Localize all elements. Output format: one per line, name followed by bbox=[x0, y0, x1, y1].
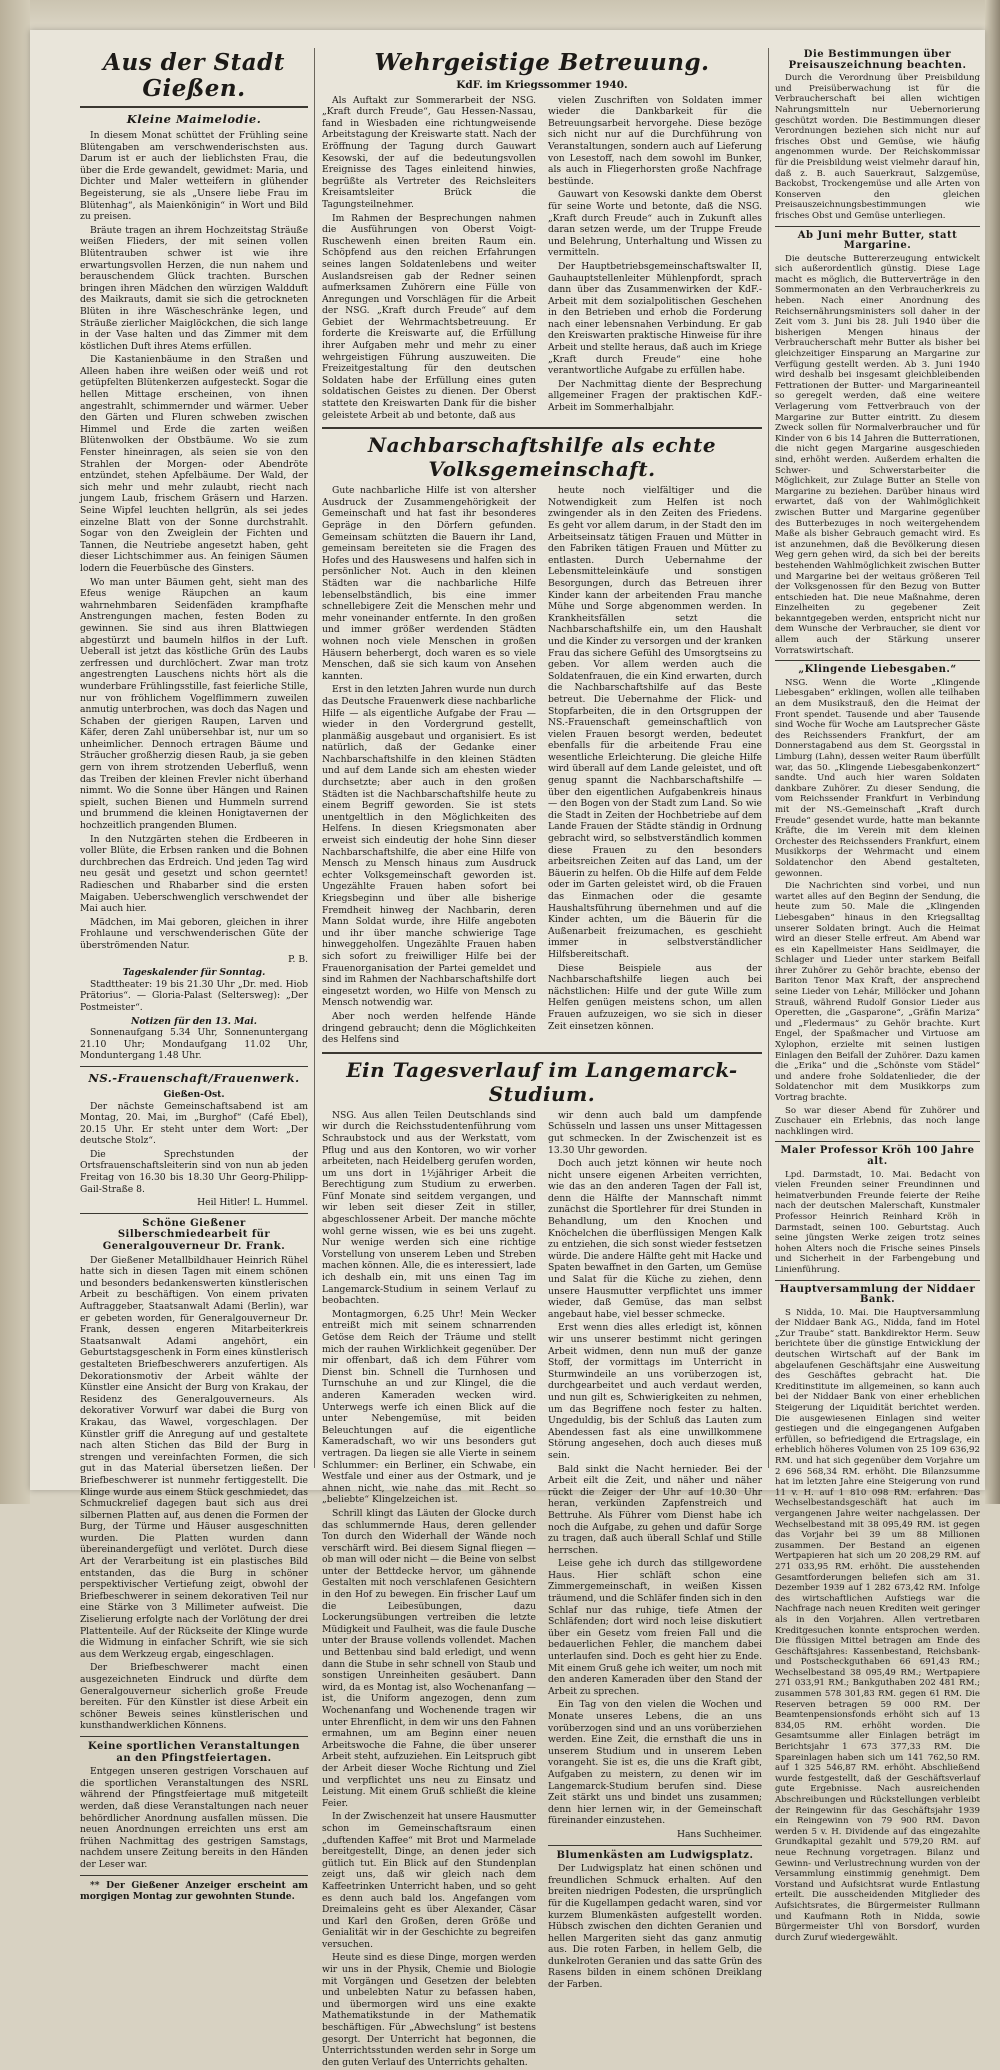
newspaper-page bbox=[30, 30, 985, 2068]
wehr-subtitle: KdF. im Kriegssommer 1940. bbox=[456, 79, 628, 91]
nachbar-right-p1: heute noch vielfältiger und die Notwendigkeit zum Helfen ist noch zwingender als in den Zeiten des Friedens. Es geht vor allem darum, in der Stadt den im Arbeitseinsatz tätigen Frauen und Mütter in den Fabriken tätigen Frauen und Mütter zu entlasten. Durch Uebernahme der Lebensmitteleinkäufe und sonstigen Besorgungen, durch das Betreuen ihrer Kinder kann der arbeitenden Frau manche Mühe und Sorge abgenommen werden. In Krankheitsfällen setzt die Nachbarschaftshilfe ein, um den Haushalt und die Kinder zu versorgen und der kranken Frau das sichere Gefühl des Umsorgtseins zu geben. Vor allem werden auch die Soldatenfrauen, die ein Kind erwarten, durch die Nachbarschaftshilfe auf das Beste betreut. Die Uebernahme der Flick- und Stopfarbeiten, die in den Ortsgruppen der NS.-Frauenschaft gemeinschaftlich von vielen Frauen besorgt werden, bedeutet ebenfalls für die arbeitende Frau eine wesentliche Erleichterung. Die gleiche Hilfe wird überall auf dem Lande geleistet, und oft genug spannt die Nachbarschaftshilfe — über den eigentlichen Aufgabenkreis hinaus — den Bogen von der Stadt zum Land. So wie die Stadt in Zeiten der Hochbetriebe auf dem Lande Frauen der Städte ständig in Ordnung gebracht wird, so selbstverständlich kommen diese Frauen zu den besonders arbeitsreichen Zeiten auf das Land, um der Bäuerin zu helfen. Ob die Hilfe auf dem Felde oder im Garten geleistet wird, ob die Frauen das Einmachen oder die gesamte Haushaltsführung übernehmen und auf die Kinder achten, um die Bäuerin für die Außenarbeit freizumachen, es geschieht immer in selbstverständlicher Hilfsbereitschaft. bbox=[548, 485, 762, 960]
klingende-title: „Klingende Liebesgaben.“ bbox=[798, 664, 957, 676]
butter-p1: Die deutsche Buttererzeugung entwickelt sich außerordentlich günstig. Diese Lage macht es möglich, die Butterverträge in den Sommermonaten an den Verbraucherkreis zu heben. Nach einer Anordnung des Reichsernährungsministers soll daher in der Zeit vom 3. Juni bis 28. Juli 1940 über die bisherigen Mengen hinaus der Verbraucherschaft mehr Butter als bisher bei gleichzeitiger Einsparung an Margarine zur Verfügung gestellt werden. Ab 3. Juni 1940 wird deshalb bei insgesamt gleichbleibenden Fettrationen der Butter- und Margarineanteil so geregelt werden, daß eine weitere Verlagerung vom Fettverbrauch von der Margarine zur Butter eintritt. Zu diesem Zweck sollen für Normalverbraucher und für Kinder von 6 bis 14 Jahren die Butterrationen, die nicht gegen Margarine ausgeschieden sind, erhöht werden. Außerdem erhalten die Schwer- und Schwerstarbeiter die Möglichkeit, zur Zulage Butter an Stelle von Margarine zu beziehen. Darüber hinaus wird erwartet, daß von der Wahlmöglichkeit zwischen Butter und Margarine gegenüber des Butterbezuges in noch weitergehendem Maße als bisher Gebrauch gemacht wird. Es ist anzunehmen, daß die Bevölkerung diesen Weg gern gehen wird, da sich bei der bereits bestehenden Wahlmöglichkeit zwischen Butter und Margarine bei der weitaus größeren Teil der Volksgenossen für den Bezug von Butter entschieden hat. Die neue Maßnahme, deren Einzelheiten zu gegebener Zeit bekanntgegeben werden, entspricht nicht nur dem Wunsche der Verbraucher, sie dient vor allem auch der Stärkung unserer Vorratswirtschaft. bbox=[775, 253, 980, 656]
divider bbox=[548, 1845, 762, 1846]
nachbar-left-p1: Gute nachbarliche Hilfe ist von altersher Ausdruck der Zusammengehörigkeit der Gemeinschaft und hat fast ihr besonderes Gepräge in den Dörfern gefunden. Gemeinsam schützten die Bauern ihr Land, gemeinsam bereiteten sie die Fragen des Hofes und des Hauswesens und halfen sich in persönlicher Not. Auch in den kleinen Städten war die nachbarliche Hilfe lebenselbständlich, bis eine immer schnellebigere Zeit die Menschen mehr und mehr voneinander entfernte. In den großen und immer größer werdenden Städten wohnen noch viele Menschen in großen Häusern beherbergt, doch waren es so viele Menschen, daß sie sich kaum von Ansehen kannten. bbox=[322, 485, 536, 682]
lange-left-p2: Montagmorgen, 6.25 Uhr! Mein Wecker entreißt mich mit seinem schnarrenden Getöse dem Reich der Träume und stellt mich der rauhen Wirklichkeit gegenüber. Der mir offenbart, daß ich dem Führer vom Dienst bin. Schnell die Turnhosen und Turnschuhe an und zur Klingel, die die anderen Kameraden wecken wird. Unterwegs werfe ich einen Blick auf die unter Nebengemüse, mit beiden Beleuchtungen auf die eigentliche Kameradschaft, wo wir uns besonders gut vertragen. Da liegen sie alle Vierte in seinem Schlummer: ein Berliner, ein Schwabe, ein Westfale und einer aus der Ostmark, und je ahnen nicht, wie nahe das mit Recht so „beliebte“ Klingelzeichen ist. bbox=[322, 1308, 536, 1506]
section-wehrgeistige bbox=[322, 48, 762, 2070]
calendar-title: Tageskalender für Sonntag. bbox=[122, 967, 266, 979]
wehr-body bbox=[322, 95, 762, 424]
city-news-title: Aus der Stadt Gießen. bbox=[103, 49, 285, 102]
lange-right-p4: Bald sinkt die Nacht hernieder. Bei der Arbeit eilt die Zeit, und näher und näher rückt die Zeiger der Uhr auf 10.30 Uhr heran, verkünden Zapfenstreich und Bettruhe. Als Führer vom Dienst habe ich noch die Aufgabe, zu gehen und dafür Sorge zu tragen, daß auch überall Schlaf und Stille herrschen. bbox=[548, 1463, 762, 1556]
maimelodie-p3: Die Kastanienbäume in den Straßen und Alleen haben ihre weißen oder weiß und rot getüpfelten Blütenkerzen aufgesteckt. Sogar die hellen Mittage erscheinen, von ihnen angestrahlt, schimmernder und wärmer. Ueber den Gärten und Fluren schweben zwischen Himmel und Erde die zarten weißen Blütenwolken der Obstbäume. Wo sie zum Fenster hineinragen, als seien sie von den Strahlen der Morgen- oder Abendröte entzündet, stehen Apfelbäume. Der Wald, der sich mehr und mehr zulaubt, riecht nach jungem Laub, frischem Gräsern und Harzen. Seine Wipfel leuchten hellgrün, als sei jedes einzelne Blatt von der Sonne durchstrahlt. Sogar von den Zweiglein der Fichten und Tannen, die Neutriebe angesetzt haben, geht dieser Lichtschimmer aus. An feinigen Säumen lodern die Feuerbüsche des Ginsters. bbox=[80, 354, 308, 574]
silver-title: Schöne Gießener Silberschmiedearbeit für Generalgouverneur Dr. Frank. bbox=[102, 1217, 286, 1253]
lange-left-p1: NSG. Aus allen Teilen Deutschlands sind wir durch die Reichsstudentenführung vom Schraubstock und aus der Werkstatt, vom Pflug und aus den Kontoren, wo wir vorher arbeiteten, nach Heidelberg gerufen worden, um uns dort in 1½jähriger Arbeit die Berechtigung zum Studium zu erwerben. Fünf Monate sind seitdem vergangen, und wir leben seit dieser Zeit in stiller, abgeschlossener Arbeit. Der manche möchte wohl gerne wissen, wie es bei uns zugeht. Nur wenige werden sich eine richtige Vorstellung von unserem Leben und Streben machen können. Alle, die es interessiert, lade ich deshalb ein, mit uns einen Tag im Langemarck-Studium in seinem Verlauf zu beobachten. bbox=[322, 1109, 536, 1307]
wehr-right-p2: Gauwart von Kesowski dankte dem Oberst für seine Worte und betonte, daß die NSG. „Kraft durch Freude“ auch in Zukunft alles daran setzen werde, um der Truppe Freude und Belehrung, Unterhaltung und Wissen zu vermitteln. bbox=[548, 189, 762, 259]
page-top-edge bbox=[0, 0, 1000, 30]
lange-right-p5: Leise gehe ich durch das stillgewordene Haus. Hier schläft schon eine Zimmergemeinschaft, in weißen Kissen träumend, und die Schläfer finden sich in den Schlaf nur das ruhige, tiefe Atmen der Schläfenden; dort wird noch leise diskutiert über ein Gesetz vom freien Fall und die bedauerlichen Fehler, die manchem dabei unterlaufen sind. Doch es geht hier zu Ende. Mit einem Gruß gehe ich weiter, um noch mit den anderen Kameraden über den Stand der Arbeit zu sprechen. bbox=[548, 1558, 762, 1697]
sport-p1: Entgegen unseren gestrigen Vorschauen auf die sportlichen Veranstaltungen des NSRL während der Pfingstfeiertage muß mitgeteilt werden, daß diese Veranstaltungen nach neuer behördlicher Anordnung ausfallen müssen. Die neuen Anordnungen erreichten uns erst am frühen Nachmittag des gestrigen Samstags, nachdem unsere Zeitung bereits in den Händen der Leser war. bbox=[80, 1766, 308, 1870]
column-right bbox=[775, 48, 980, 1945]
notes-title: Notizen für den 13. Mai. bbox=[130, 1015, 257, 1027]
lange-left-p4: In der Zwischenzeit hat unsere Hausmutter schon im Gemeinschaftsraum einen „duftenden Kaffee“ mit Brot und Marmelade bereitgestellt, Dinge, an denen jeder sich gütlich tut. Ein Blick auf den Stundenplan zeigt uns, daß wir gleich nach dem Kaffeetrinken Unterricht haben, und so geht es denn auch bald los. Angefangen vom Dreimaleins geht es über Alexander, Cäsar und Karl den Großen, deren Größe und Genialität wir in der Geschichte zu begreifen versuchen. bbox=[322, 1811, 536, 1950]
lange-left-p3: Schrill klingt das Läuten der Glocke durch das schlummernde Haus, deren gellender Ton durch den Widerhall der Wände noch verschärft wird. Bei diesem Signal fliegen — ob man will oder nicht — die Beine von selbst unter der Bettdecke hervor, um gähnende Gestalten mit noch verschlafenen Gesichtern in den Hof zu bewegen. Ein frischer Lauf um die Leibesübungen, dazu Lockerungsübungen vertreiben die letzte Müdigkeit und Faulheit, was die faule Dusche unter der Brause vollends vollendet. Machen und Bettenbau sind bald erledigt, und wenn dann die Stube in sehr schnell von Staub und sonstigen Unreinheiten gesäubert. Dann wird, da es Montag ist, also Wochenanfang — ist, die Uniform angezogen, denn zum Wochenanfang und Wochenende tragen wir unter Ehrenflicht, in dem wir uns den Fahnen ermahnen, um am Beginn einer neuen Arbeitswoche die Fahne, die über unserer Arbeit steht, aufzuziehen. Ein Leitspruch gibt der Arbeit dieser Woche Richtung und Ziel und verpflichtet uns neu zu Einsatz und Leistung. Mit einem Gruß schließt die kleine Feier. bbox=[322, 1507, 536, 1809]
silver-p1: Der Gießener Metallbildhauer Heinrich Rühel hatte sich in diesen Tagen mit einem schönen und besonders bedankenswerten künstlerischen Arbeit zu beschäftigen. Von einem privaten Auftraggeber, Staatsanwalt Adami (Berlin), war er gebeten worden, für Generalgouverneur Dr. Frank, dessen engeren Mitarbeiterkreis Staatsanwalt Adami angehört, ein Geburtstagsgeschenk in Form eines künstlerisch gestalteten Briefbeschwerers anzufertigen. Als Dekorationsmotiv der Arbeit wählte der Künstler eine Ansicht der Burg von Krakau, der Residenz des Generalgouverneurs. Als dekorativer Vorwurf war dabei die Burg von Krakau, das Wawel, vorgeschlagen. Der Künstler griff die Anregung auf und gestaltete nach alten Stichen das Bild der Burg in strengen und vereinfachten Formen, die sich gut in das Material übersetzen ließen. Der Briefbeschwerer ist nunmehr fertiggestellt. Die Klinge wurde aus einem Stück geschmiedet, das Schmuckrelief dagegen baut sich aus drei silbernen Platten auf, aus denen die Formen der Burg, der Türme und Häuser ausgeschnitten wurden. Die Platten wurden dann übereinandergefügt und verlötet. Durch diese Art der Verarbeitung ist ein plastisches Bild entstanden, das die Burg in schöner perspektivischer Vertiefung zeigt, obwohl der Briefbeschwerer in seinem dekorativen Teil nur eine Stärke von 3 Millimeter aufweist. Die Ziselierung erfolgte nach der Vorlötung der drei Plattenteile. Auf der Rückseite der Klinge wurde die Widmung in einfacher Schrift, wie sie sich aus dem Werkzeug ergab, eingeschlagen. bbox=[80, 1254, 308, 1660]
lange-right-p6: Ein Tag von den vielen die Wochen und Monate unseres Lebens, die an uns vorüberzogen sind und an uns vorüberziehen werden. Eine Zeit, die ernsthaft die uns in unserem Studium und in unserem Leben vorangeht. Sie ist es, die uns die Kraft gibt, Aufgaben zu meistern, zu denen wir im Langemarck-Studium berufen sind. Diese Zeit stärkt uns und bindet uns zusammen; denn hier lernen wir, in der Gemeinschaft füreinander einzustehen. bbox=[548, 1699, 762, 1827]
frauenschaft-title: NS.-Frauenschaft/Frauenwerk. bbox=[88, 1070, 300, 1085]
nachbar-body bbox=[322, 485, 762, 1048]
lange-right-p2: Doch auch jetzt können wir heute noch nicht unsere eigenen Arbeiten verrichten, wie das an den anderen Tagen der Fall ist, denn die Hälfte der Mannschaft nimmt zunächst die Sportlehrer für drei Stunden in Behandlung, um den Knochen und Knöchelchen die überflüssigen Mengen Kalk zu entziehen, die sich sonst wieder festsetzen würde. Die andere Hälfte geht mit Hacke und Spaten bewaffnet in den Garten, um Gemüse und Salat für die Küche zu ziehen, denn unsere Hausmutter verpflichtet uns immer wieder, daß Gemüse, das man selbst angebaut habe, viel besser schmecke. bbox=[548, 1158, 762, 1320]
wehr-left-p2: Im Rahmen der Besprechungen nahmen die Ausführungen von Oberst Voigt-Ruschewenh einen breiten Raum ein. Schöpfend aus den reichen Erfahrungen seines langen Soldatenlebens und weiter Auslandsreisen gab der Redner seinen aufmerksamen Zuhörern eine Fülle von Anregungen und Vorschlägen für die Arbeit der NSG. „Kraft durch Freude“ auf dem Gebiet der Wehrmachtsbetreuung. Er forderte die Kreiswarte auf, die Erfüllung ihrer Aufgaben mehr und mehr zu einer wehrgeistigen Führung auszuweiten. Die Freizeitgestaltung für den deutschen Soldaten habe der Erfüllung eines guten soldatischen Geistes zu dienen. Der Oberst stattete den Kreiswarten Dank für die bisher geleistete Arbeit ab und betonte, daß aus bbox=[322, 212, 536, 421]
klingende-p3: So war dieser Abend für Zuhörer und Zuschauer ein Erlebnis, das noch lange nachklingen wird. bbox=[775, 1105, 980, 1137]
column-rule bbox=[314, 48, 315, 1468]
nachbar-right-p2: Diese Beispiele aus der Nachbarschaftshilfe liegen auch bei nächstlichen: Hilfe und der gute Wille zum Helfen genügen meistens schon, um allen Frauen aufzuzeigen, wo sie sich in dieser Zeit einsetzen können. bbox=[548, 962, 762, 1032]
divider bbox=[80, 1736, 308, 1737]
maimelodie-p2: Bräute tragen an ihrem Hochzeitstag Sträuße weißen Flieders, der mit seinen vollen Blütentrauben schwer ist wie ihre erwartungsvollen Herzen, die nun nahem und berauschendem Glück trachten. Burschen bringen ihren Mädchen den würzigen Waldduft des Maikrauts, damit sie sich die getrockneten Blüten in ihre Wäscheschränke legen, und Sträuße zierlicher Maiglöckchen, die sich lange in der Vase halten und das Zimmer mit dem köstlichen Duft ihres Atems erfüllen. bbox=[80, 224, 308, 352]
divider bbox=[80, 1875, 308, 1876]
wehr-title: Wehrgeistige Betreuung. bbox=[374, 49, 710, 76]
wehr-left-p1: Als Auftakt zur Sommerarbeit der NSG. „Kraft durch Freude“, Gau Hessen-Nassau, fand in Wiesbaden eine richtungweisende Arbeitstagung der Kreiswarte statt. Nach der Eröffnung der Tagung durch Gauwart Kesowski, der auf die bedeutungsvollen Ereignisse des Tages einleitend hinwies, begrüßte als Vertreter des Reichsleiters Kreisamtsleiter Brück die Tagungsteilnehmer. bbox=[322, 94, 536, 210]
wehr-right-p4: Der Nachmittag diente der Besprechung allgemeiner Fragen der praktischen KdF.-Arbeit im Sommerhalbjahr. bbox=[548, 378, 762, 414]
divider bbox=[775, 226, 980, 227]
lange-right-p1: wir denn auch bald um dampfende Schüsseln und lassen uns unser Mittagessen gut schmecken. In der Zwischenzeit ist es 13.30 Uhr geworden. bbox=[548, 1109, 762, 1156]
maimelodie-title: Kleine Maimelodie. bbox=[126, 112, 262, 126]
maimelodie-p1: In diesem Monat schüttet der Frühling seine Blütengaben am verschwenderischsten aus. Darum ist er auch der lieblichsten Frau, die über die Erde gewandelt, gewidmet: Maria, und Dichter und Maler wetteifern in glühender Begeisterung, sie als „Unsere liebe Frau im Blütenhag“, als Maienkönigin“ in Wort und Bild zu preisen. bbox=[80, 130, 308, 223]
maler-title: Maler Professor Kröh 100 Jahre alt. bbox=[780, 1145, 975, 1167]
haupt-p1: S Nidda, 10. Mai. Die Hauptversammlung der Niddaer Bank AG., Nidda, fand im Hotel „Zur Traube“ statt. Bankdirektor Herm. Seuw berichtete über die günstige Entwicklung der deutschen Wirtschaft auf der Bank im abgelaufenen Geschäftsjahr eine Ausweitung des Geschäftes gebracht hat. Die Kreditinstitute im allgemeinen, so kann auch bei der Niddaer Bank von einer erheblichen Steigerung der Liquidität berichtet werden. Die ausgewiesenen Einlagen sind weiter gestiegen und die eingegangenen Aufgaben erfüllen, so befriedigend die Ertragslage, ein erheblich höheres Volumen von 25 109 636,92 RM. und hat sich gegenüber dem Vorjahre um 2 696 568,34 RM. erhöht. Die Bilanzsumme hat im letzten Jahre eine Steigerung von rund 11 v. H. auf 1 810 098 RM. erfahren. Das Wechselbestandsgeschäft hat auch im vergangenen Jahre weiter nachgelassen. Der Wechselbestand mit 38 095,49 RM. ist gegen das Vorjahr bei 39 um 88 Millionen zusammen. Der Bestand an eigenen Wertpapieren hat sich um 20 208,29 RM. auf 271 033,95 RM. erhöht. Die ausstehenden Gesamtforderungen beliefen sich am 31. Dezember 1939 auf 1 282 673,42 RM. Infolge des wirtschaftlichen Aufstiegs war die Nachfrage nach neuen Krediten weit geringer als in den Vorjahren. Allen vertretbaren Kreditgesuchen konnte entsprochen werden. Die flüssigen Mittel betragen am Ende des Geschäftsjahres: Kassenbestand, Reichsbank- und Postscheckguthaben 66 691,43 RM.; Wechselbestand 38 095,49 RM.; Wertpapiere 271 033,91 RM.; Bankguthaben 202 481 RM.; zusammen 578 301,83 RM. gegen 61 RM. Die Reserven betragen 59 000 RM. Der Beamtenpensionsfonds erhöht sich auf 13 834,05 RM. erhöht worden. Die Gesamtsumme aller Einlagen beträgt im Berichtsjahr 1 673 377,33 RM. Die Spareinlagen haben sich um 141 762,50 RM. auf 1 325 546,87 RM. erhöht. Abschließend wurde festgestellt, daß der Geschäftsverlauf gute Ergebnisse. Nach ausreichenden Abschreibungen und Rückstellungen verbleibt der Reingewinn für das Geschäftsjahr 1939 ein Reingewinn von 79 900 RM. Davon werden 5 v. H. Dividende auf das eingezahlte Grundkapital gezahlt und 579,20 RM. auf neue Rechnung vorgetragen. Bilanz und Gewinn- und Verlustrechnung wurden von der Versammlung einstimmig genehmigt. Dem Vorstand und Aufsichtsrat wurde Entlastung erteilt. Die ausscheidenden Mitglieder des Aufsichtsrates, die Bürgermeister Rullmann und Kaufmann Roth in Nidda, sowie Bürgermeister Uhl von Borsdorf, wurden durch Zuruf wiedergewählt. bbox=[775, 1307, 980, 1943]
column-rule bbox=[768, 48, 769, 1468]
langemarck-title: Ein Tagesverlauf im Langemarck-Studium. bbox=[346, 1057, 738, 1106]
divider bbox=[775, 1280, 980, 1281]
footer-note: ** Der Gießener Anzeiger erscheint am morgigen Montag zur gewohnten Stunde. bbox=[80, 1879, 308, 1903]
maimelodie-p4: Wo man unter Bäumen geht, sieht man des Efeus wenige Räupchen an kaum wahrnehmbaren Seidenfäden krampfhafte Anstrengungen machen, festen Boden zu gewinnen. Sie sind aus ihren Blattwiegen abgestürzt und baumeln hilflos in der Luft. Ueberall ist jetzt das köstliche Grün des Laubs zerfressen und durchlöchert. Zwar man trotz angestrengten Lauschens nichts hört als die wunderbare Frühlingsstille, fast feierliche Stille, nur von fröhlichem Vogelflimmern zuweilen anmutig unterbrochen, was doch das Nagen und Schaben der gierigen Raupen, Larven und Käfer, deren Zahl unübersehbar ist, nur um so unheimlicher. Dennoch ertragen Bäume und Sträucher großherzig diesen Raub, ja sie geben gern von ihrem strotzenden Ueberfluß, wenn das Treiben der kleinen Frevler nicht überhand nimmt. Wo die Sonne über Hängen und Rainen spielt, suchen Bienen und Hummeln surrend und brummend die kleinen Honigtavernen der hochzeitlich prangenden Blumen. bbox=[80, 576, 308, 832]
nachbar-left-p3: Aber noch werden helfende Hände dringend gebraucht; denn die Möglichkeiten des Helfens sind bbox=[322, 1010, 536, 1046]
blumen-title: Blumenkästen am Ludwigsplatz. bbox=[556, 1849, 754, 1861]
divider bbox=[322, 1052, 762, 1054]
lange-left-p5: Heute sind es diese Dinge, morgen werden wir uns in der Physik, Chemie und Biologie mit Vorgängen und Gesetzen der belebten und unbelebten Natur zu befassen haben, und übermorgen wird uns eine exakte Mathematikstunde in der Mathematik beschäftigen. Für „Abwechslung“ ist bestens gesorgt. Der Unterricht hat begonnen, die Unterrichtsstunden werden sehr in Sorge um den guten Verlauf des Unterrichts gehalten. bbox=[322, 1952, 536, 2068]
frauenschaft-signature: Heil Hitler! L. Hummel. bbox=[197, 1197, 308, 1209]
langemarck-body bbox=[322, 1110, 762, 2070]
wehr-right-p1: vielen Zuschriften von Soldaten immer wieder die Dankbarkeit für die Betreuungsarbeit hervorgehe. Diese bezöge sich nicht nur auf die Durchführung von Veranstaltungen, sondern auch auf Lieferung von Lesestoff, nach dem sowohl im Bunker, als auch in Fliegerhorsten große Nachfrage bestünde. bbox=[548, 94, 762, 187]
nachbar-title: Nachbarschaftshilfe als echte Volksgemeinschaft. bbox=[367, 433, 717, 482]
haupt-title: Hauptversammlung der Niddaer Bank. bbox=[779, 1283, 976, 1306]
frauenschaft-subtitle: Gießen-Ost. bbox=[163, 1088, 225, 1100]
column-city-news bbox=[80, 48, 308, 1905]
maler-p1: Lpd. Darmstadt, 10. Mai. Bedacht von vielen Freunden seiner Freundinnen und heimatverbunden Freunde feierte der Reihe nach der deutschen Malerschaft, Kunstmaler Professor Heinrich Reinhard Kröh in Darmstadt, seinen 100. Geburtstag. Auch seine jüngsten Werke zeigen trotz seines hohen Alters noch die Frische seines Pinsels und Sicherheit in der Farbengebung und Linienführung. bbox=[775, 1169, 980, 1275]
calendar-body: Stadttheater: 19 bis 21.30 Uhr „Dr. med. Hiob Prätorius“. — Gloria-Palast (Seltersweg): „Der Postmeister“. bbox=[80, 978, 308, 1013]
maimelodie-p5: In den Nutzgärten stehen die Erdbeeren in voller Blüte, die Erbsen ranken und die Bohnen durchbrechen das Erdreich. Und jeden Tag wird neu gesät und gesetzt und schon geerntet! Radieschen und Rhabarber sind die ersten Maigaben. Ueberschwenglich verschwendet der Mai auch hier. bbox=[80, 833, 308, 915]
klingende-p1: NSG. Wenn die Worte „Klingende Liebesgaben“ erklingen, wollen alle teilhaben an dem Musikstrauß, den die Heimat der Front spendet. Tausende und aber Tausende sind Woche für Woche am Lautsprecher Gäste des Reichssenders Frankfurt, der am Donnerstagabend aus dem St. Georgsstal in Limburg (Lahn), dessen weiter Raum überfüllt war, das 50. „Klingende Liebesgabenkonzert“ sandte. Und auch hier waren Soldaten dankbare Zuhörer. Zu dieser Sendung, die vom Reichssender Frankfurt in Verbindung mit der NS.-Gemeinschaft „Kraft durch Freude“ gesendet wurde, hatte man bekannte Kräfte, die im Verein mit dem kleinen Orchester des Reichssenders Frankfurt, einem Musikkorps der Wehrmacht und einem Soldatenchor den Abend gestalteten, gewonnen. bbox=[775, 677, 980, 879]
notes-body: Sonnenaufgang 5.34 Uhr, Sonnenuntergang 21.10 Uhr; Mondaufgang 11.02 Uhr, Monduntergang 1.48 Uhr. bbox=[80, 1027, 308, 1062]
lange-right-p3: Erst wenn dies alles erledigt ist, können wir uns unserer bestimmt nicht geringen Arbeit widmen, denn nun muß der ganze Stoff, der vormittags im Unterricht in Sturmwindeile an uns vorüberzogen ist, durchgearbeitet und auch verdaut werden, und nun gilt es, Schwierigkeiten zu nehmen, um das Begriffene noch fester zu halten. Ungeduldig, bis der Schluß das Lauten zum Abendessen fast als eine unwillkommene Störung angesehen, doch auch dieses muß sein. bbox=[548, 1322, 762, 1461]
blumen-p1: Der Ludwigsplatz hat einen schönen und freundlichen Schmuck erhalten. Auf den breiten niedrigen Podesten, die ursprünglich für die Kugellampen gedacht waren, sind vor kurzem Blumenkästen aufgestellt worden. Hübsch zwischen den dichten Geranien und hellen Margeriten sieht das ganz anmutig aus. Die roten Farben, in hellem Gelb, die dunkelroten Geranien und das satte Grün des Rasens bilden in einem schönen Dreiklang der Farben. bbox=[548, 1863, 762, 1991]
divider bbox=[80, 1213, 308, 1214]
maimelodie-signature: P. B. bbox=[288, 953, 308, 965]
divider bbox=[775, 660, 980, 661]
maimelodie-p6: Mädchen, im Mai geboren, gleichen in ihrer Frohlaune und verschwenderischen Güte der überströmenden Natur. bbox=[80, 916, 308, 951]
nachbar-left-p2: Erst in den letzten Jahren wurde nun durch das Deutsche Frauenwerk diese nachbarliche Hilfe — als eigentliche Aufgabe der Frau — wieder in den Vordergrund gestellt, planmäßig ausgebaut und organisiert. Es ist natürlich, daß der Gedanke einer Nachbarschaftshilfe in den kleinen Städten und auf dem Lande sich am ehesten wieder durchsetzte; aber auch in den großen Städten ist die Nachbarschaftshilfe heute zu einem Begriff geworden. Sie ist stets unentgeltlich in den Möglichkeiten des Helfens. In diesen Kriegsmonaten aber erweist sich eindeutig der hohe Sinn dieser Nachbarschaftshilfe, die aber eine Hilfe von Mensch zu Mensch hinaus zum Ausdruck echter Volksgemeinschaft geworden ist. Ungezählte Frauen haben sofort bei Kriegsbeginn und über alle bisherige Fremdheit hinweg der Nachbarin, deren Mann Soldat wurde, ihre Hilfe angeboten und ihr über manche schwierige Tage hinweggeholfen. Ungezählte Frauen haben sich sofort zu freiwilliger Hilfe bei der Frauenorganisation der Partei gemeldet und sind im Rahmen der Nachbarschaftshilfe dort eingesetzt worden, wo Hilfe von Mensch zu Mensch notwendig war. bbox=[322, 684, 536, 1009]
divider bbox=[80, 1066, 308, 1067]
divider bbox=[775, 1141, 980, 1142]
frauenschaft-p1: Der nächste Gemeinschaftsabend ist am Montag, 20. Mai, im „Burghof“ (Café Ebel), 20.15 Uhr. Er steht unter dem Wort: „Der deutsche Stolz“. bbox=[80, 1100, 308, 1147]
sport-title: Keine sportlichen Veranstaltungen an den Pfingstfeiertagen. bbox=[87, 1740, 301, 1764]
butter-title: Ab Juni mehr Butter, statt Margarine. bbox=[797, 229, 958, 252]
preis-title: Die Bestimmungen über Preisauszeichnung beachten. bbox=[788, 49, 967, 71]
page-left-edge bbox=[0, 0, 30, 1504]
lange-signature: Hans Suchheimer. bbox=[676, 1828, 762, 1840]
page-right-edge bbox=[985, 0, 1000, 1504]
klingende-p2: Die Nachrichten sind vorbei, und nun wartet alles auf den Beginn der Sendung, die heute zum 50. Male die „Klingenden Liebesgaben“ hinaus in den Kriegsalltag unserer Soldaten bringt. Auch die Heimat wird an dieser Stelle erfreut. Am Abend war es ein Kapellmeister Hans Seidlmayer, die Schlager und Lieder unter starkem Beifall ihrer Zuhörer zu Gehör brachte, ebenso der Bariton Tenor Max Kraft, der ansprechend seine Lieder von Lehár, Millöcker und Johann Strauß, während Rudolf Gonsior Lieder aus Operetten, die „Gasparone“, „Gräfin Mariza“ und „Fledermaus“ zu Gehör brachte. Kurt Engel, der Spaßmacher und Virtuose am Xylophon, erzielte mit seinen lustigen Einlagen den Beifall der Zuhörer. Dazu kamen die „Erika“ und die „Schönste vom Städel“ und andere frohe Soldatenlieder, die der Soldatenchor mit dem Musikkorps zum Vortrag brachte. bbox=[775, 881, 980, 1103]
divider bbox=[80, 106, 308, 108]
divider bbox=[322, 427, 762, 429]
wehr-right-p3: Der Hauptbetriebsgemeinschaftswalter II, Gauhauptstellenleiter Mühlenpfordt, sprach dann über das Zusammenwirken der KdF.-Arbeit mit dem sozialpolitischen Geschehen in den Betrieben und erhob die Forderung nach einer lebensnahen Verbindung. Er gab den Kreiswarten praktische Hinweise für ihre Arbeit und stellte heraus, daß auch im Kriege „Kraft durch Freude“ eine hohe verantwortliche Aufgabe zu erfüllen habe. bbox=[548, 260, 762, 377]
silver-p2: Der Briefbeschwerer macht einen ausgezeichneten Eindruck und dürfte dem Generalgouverneur sicherlich große Freude bereiten. Für den Künstler ist diese Arbeit ein schöner Beweis seines künstlerischen und kunsthandwerklichen Könnens. bbox=[80, 1662, 308, 1732]
frauenschaft-p2: Die Sprechstunden der Ortsfrauenschaftsleiterin sind von nun ab jeden Freitag von 16.30 bis 18.30 Uhr Georg-Philipp-Gail-Straße 8. bbox=[80, 1148, 308, 1195]
preis-p1: Durch die Verordnung über Preisbildung und Preisüberwachung ist für die Verbraucherschaft bei allen wichtigen Nahrungsmitteln nur Uebernorierung geschützt worden. Die Bestimmungen dieser Verordnungen beziehen sich nicht nur auf frisches Obst und Gemüse, wie häufig angenommen wurde. Der Reichskommissar für die Preisbildung weist vielmehr darauf hin, daß z. B. auch Sauerkraut, Salzgemüse, Backobst, Trockengemüse und alle Arten von Konserven den gleichen Preisauszeichnungsbestimmungen wie frisches Obst und Gemüse unterliegen. bbox=[775, 73, 980, 221]
